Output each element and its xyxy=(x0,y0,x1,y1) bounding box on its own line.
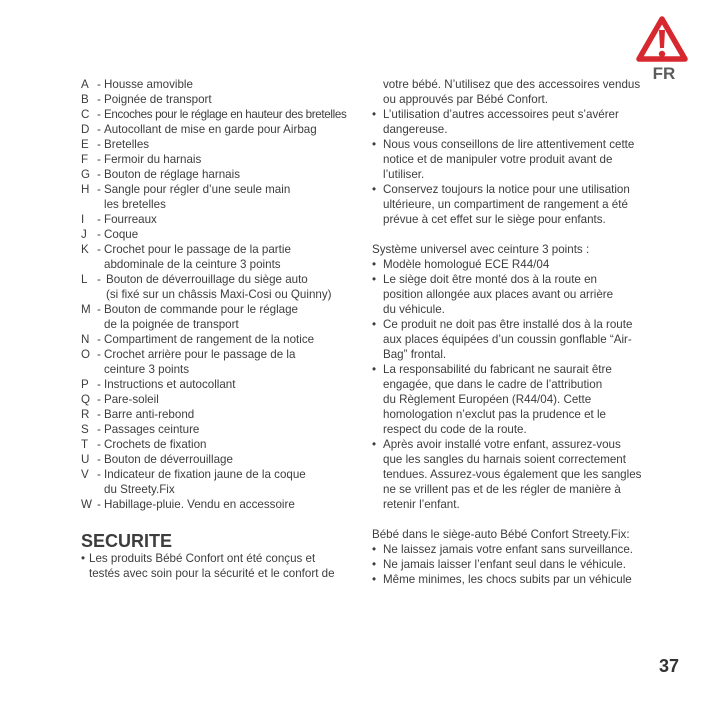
bullet-line: • La responsabilité du fabricant ne saurait être xyxy=(383,363,612,376)
part-label xyxy=(104,242,291,272)
part-item-m xyxy=(81,302,346,332)
part-label xyxy=(104,407,194,422)
safety-bullet-1-continued xyxy=(372,77,641,107)
part-label-line: Bretelles xyxy=(104,138,150,151)
part-label xyxy=(104,422,199,437)
part-letter: V xyxy=(81,468,89,481)
part-item-c xyxy=(81,107,346,122)
bullet-line: • Nous vous conseillons de lire attentivement cette xyxy=(383,138,635,151)
part-separator: - xyxy=(97,213,101,226)
part-letter: T xyxy=(81,438,89,451)
part-label-line: Indicateur de fixation jaune de la coque xyxy=(104,468,306,481)
page-number: 37 xyxy=(658,656,679,676)
safety-section xyxy=(81,531,335,581)
bullet-line: • Les produits Bébé Confort ont été conçus et xyxy=(89,552,316,565)
part-separator: - xyxy=(97,243,101,256)
part-label-line: Bouton de réglage harnais xyxy=(104,168,241,181)
part-separator: - xyxy=(97,153,101,166)
part-separator: - xyxy=(97,78,101,91)
universal-system-title: Système universel avec ceinture 3 points : xyxy=(372,243,590,256)
part-separator: - xyxy=(97,138,101,151)
bullet-line: aux places équipées d’un coussin gonflable “Air- xyxy=(383,333,632,346)
part-label xyxy=(104,77,193,92)
bullet-line: du véhicule. xyxy=(383,303,445,316)
part-label xyxy=(104,212,157,227)
safety-bullet-2 xyxy=(372,107,641,137)
safety-title: SECURITE xyxy=(81,531,173,551)
part-label xyxy=(104,182,290,212)
part-label-line: Bouton de commande pour le réglage xyxy=(104,303,299,316)
part-letter: M xyxy=(81,303,91,316)
safety-bullet-3 xyxy=(372,137,641,182)
part-letter: E xyxy=(81,138,89,151)
part-letter: K xyxy=(81,243,89,256)
part-separator: - xyxy=(97,303,101,316)
part-item-r xyxy=(81,407,346,422)
bullet-line: prévue à cet effet sur le siège pour enfants. xyxy=(383,213,606,226)
part-item-i xyxy=(81,212,346,227)
part-label-line: Instructions et autocollant xyxy=(104,378,236,391)
part-item-w xyxy=(81,497,346,512)
part-item-u xyxy=(81,452,346,467)
part-item-h xyxy=(81,182,346,212)
part-item-a xyxy=(81,77,346,92)
bullet-line: ou approuvés par Bébé Confort. xyxy=(383,93,548,106)
part-separator: - xyxy=(97,93,101,106)
part-label-line: Crochet arrière pour le passage de la xyxy=(104,348,296,361)
part-letter: J xyxy=(81,228,87,241)
part-label-line: Crochets de fixation xyxy=(104,438,207,451)
part-letter: A xyxy=(81,78,89,91)
warning-triangle-icon xyxy=(635,14,689,64)
part-label-line: de la poignée de transport xyxy=(104,318,239,331)
part-letter: D xyxy=(81,123,90,136)
bullet-line: ultérieure, un compartiment de rangement a été xyxy=(383,198,628,211)
part-separator: - xyxy=(97,348,101,361)
part-label-line: Passages ceinture xyxy=(104,423,200,436)
part-separator: - xyxy=(97,453,101,466)
part-separator: - xyxy=(97,438,101,451)
bullet-line: homologation n’exclut pas la prudence et le xyxy=(383,408,607,421)
part-item-o xyxy=(81,347,346,377)
part-label-line: ceinture 3 points xyxy=(104,363,190,376)
bullet-line: tendues. Assurez-vous également que les sangles xyxy=(383,468,642,481)
part-label xyxy=(104,227,138,242)
part-separator: - xyxy=(97,108,101,121)
part-label xyxy=(104,467,306,497)
bullet-line: position allongée aux places avant ou arrière xyxy=(383,288,614,301)
universal-bullet-4 xyxy=(372,362,641,437)
part-letter: H xyxy=(81,183,90,196)
part-label xyxy=(104,437,206,452)
part-separator: - xyxy=(97,498,101,511)
universal-bullet-1 xyxy=(372,257,641,272)
bullet-line: notice et de manipuler votre produit avant de xyxy=(383,153,613,166)
part-item-l xyxy=(81,272,346,302)
bullet-line: • Le siège doit être monté dos à la route en xyxy=(383,273,597,286)
bullet-line: engagée, que dans le cadre de l’attribution xyxy=(383,378,603,391)
part-separator: - xyxy=(97,408,101,421)
part-label xyxy=(104,347,295,377)
part-label-line: Bouton de déverrouillage du siège auto xyxy=(106,273,308,286)
part-label xyxy=(104,332,314,347)
part-label-line: du Streety.Fix xyxy=(104,483,175,496)
part-letter: O xyxy=(81,348,91,361)
part-label-line: Encoches pour le réglage en hauteur des bretelles xyxy=(104,108,347,121)
part-separator: - xyxy=(97,423,101,436)
parts-list xyxy=(81,77,346,512)
part-letter: B xyxy=(81,93,89,106)
part-item-v xyxy=(81,467,346,497)
part-label xyxy=(104,92,212,107)
bullet-line: • L’utilisation d’autres accessoires peut s’avérer xyxy=(383,108,619,121)
part-label-line: Pare-soleil xyxy=(104,393,159,406)
part-item-n xyxy=(81,332,346,347)
part-label xyxy=(104,152,201,167)
part-letter: S xyxy=(81,423,89,436)
bullet-line: l’utiliser. xyxy=(383,168,425,181)
bullet-line: testés avec soin pour la sécurité et le confort de xyxy=(89,567,335,580)
part-item-d xyxy=(81,122,346,137)
part-label-line: Barre anti-rebond xyxy=(104,408,195,421)
part-label xyxy=(104,452,233,467)
part-separator: - xyxy=(97,273,101,286)
exclamation-bar xyxy=(659,30,665,48)
part-label xyxy=(104,497,295,512)
part-separator: - xyxy=(97,228,101,241)
part-item-f xyxy=(81,152,346,167)
streety-bullet-2 xyxy=(372,557,641,572)
streety-bullet-3 xyxy=(372,572,641,587)
part-label xyxy=(104,302,298,332)
bullet-line: retenir l’enfant. xyxy=(383,498,460,511)
part-label-line: Housse amovible xyxy=(104,78,193,91)
part-label-line: (si fixé sur un châssis Maxi-Cosi ou Quinny) xyxy=(106,288,332,301)
bullet-line: • Ne jamais laisser l’enfant seul dans le véhicule. xyxy=(383,558,626,571)
streety-bullet-1 xyxy=(372,542,641,557)
part-item-g xyxy=(81,167,346,182)
part-letter: P xyxy=(81,378,89,391)
universal-bullet-5 xyxy=(372,437,641,512)
part-item-e xyxy=(81,137,346,152)
part-letter: C xyxy=(81,108,90,121)
bullet-line: • Modèle homologué ECE R44/04 xyxy=(383,258,550,271)
part-label-line: Coque xyxy=(104,228,139,241)
part-letter: I xyxy=(81,213,85,226)
bullet-line: • Ne laissez jamais votre enfant sans surveillance. xyxy=(383,543,634,556)
part-label-line: Sangle pour régler d’une seule main xyxy=(104,183,291,196)
part-label xyxy=(104,107,346,122)
part-letter: R xyxy=(81,408,90,421)
bullet-line: respect du code de la route. xyxy=(383,423,527,436)
part-label-line: Autocollant de mise en garde pour Airbag xyxy=(104,123,317,136)
universal-bullet-3 xyxy=(372,317,641,362)
exclamation-dot xyxy=(659,51,665,57)
part-label-line: Compartiment de rangement de la notice xyxy=(104,333,315,346)
part-separator: - xyxy=(97,378,101,391)
bullet-line: • Conservez toujours la notice pour une utilisation xyxy=(383,183,630,196)
part-label xyxy=(104,122,317,137)
part-label-line: Bouton de déverrouillage xyxy=(104,453,233,466)
part-item-t xyxy=(81,437,346,452)
part-label-line: Fourreaux xyxy=(104,213,157,226)
part-separator: - xyxy=(97,393,101,406)
part-letter: F xyxy=(81,153,89,166)
universal-bullet-2 xyxy=(372,272,641,317)
bullet-line: • Même minimes, les chocs subits par un véhicule xyxy=(383,573,632,586)
part-label-line: abdominale de la ceinture 3 points xyxy=(104,258,281,271)
part-label xyxy=(104,167,240,182)
part-label-line: Fermoir du harnais xyxy=(104,153,202,166)
part-separator: - xyxy=(97,468,101,481)
bullet-line: votre bébé. N’utilisez que des accessoires vendus xyxy=(383,78,641,91)
part-item-k xyxy=(81,242,346,272)
safety-bullet-4 xyxy=(372,182,641,227)
part-label-line: Crochet pour le passage de la partie xyxy=(104,243,291,256)
bullet-line: • Ce produit ne doit pas être installé dos à la route xyxy=(383,318,633,331)
safety-bullet-1 xyxy=(81,551,335,581)
part-separator: - xyxy=(97,123,101,136)
part-separator: - xyxy=(97,183,101,196)
part-letter: L xyxy=(81,273,88,286)
streety-fix-title: Bébé dans le siège-auto Bébé Confort Streety.Fix: xyxy=(372,528,630,541)
part-separator: - xyxy=(97,168,101,181)
part-letter: U xyxy=(81,453,90,466)
part-item-b xyxy=(81,92,346,107)
part-item-j xyxy=(81,227,346,242)
part-letter: Q xyxy=(81,393,91,406)
part-letter: G xyxy=(81,168,91,181)
language-label: FR xyxy=(652,64,676,83)
bullet-line: dangereuse. xyxy=(383,123,448,136)
part-label-line: les bretelles xyxy=(104,198,166,211)
part-item-q xyxy=(81,392,346,407)
part-item-s xyxy=(81,422,346,437)
part-label-line: Habillage-pluie. Vendu en accessoire xyxy=(104,498,295,511)
bullet-line: que les sangles du harnais soient correctement xyxy=(383,453,626,466)
part-label xyxy=(104,137,149,152)
part-label xyxy=(104,272,332,302)
part-letter: W xyxy=(81,498,92,511)
bullet-line: • Après avoir installé votre enfant, assurez-vous xyxy=(383,438,621,451)
part-label-line: Poignée de transport xyxy=(104,93,212,106)
part-label xyxy=(104,377,235,392)
part-separator: - xyxy=(97,333,101,346)
part-letter: N xyxy=(81,333,90,346)
bullet-line: Bag” frontal. xyxy=(383,348,447,361)
right-column xyxy=(372,77,641,587)
bullet-line: ne se vrillent pas et de les régler de manière à xyxy=(383,483,621,496)
bullet-line: du Règlement Européen (R44/04). Cette xyxy=(383,393,592,406)
part-item-p xyxy=(81,377,346,392)
part-label xyxy=(104,392,159,407)
